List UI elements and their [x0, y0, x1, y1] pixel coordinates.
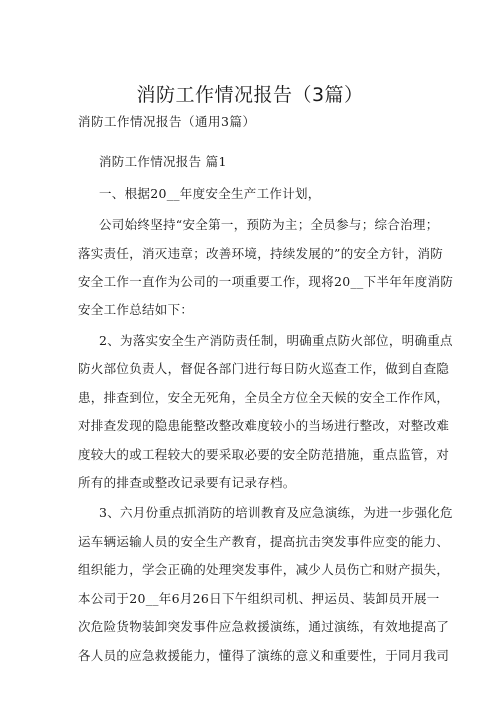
paragraph-3-line: 3、六月份重点抓消防的培训教育及应急演练，为进一步强化危 [99, 505, 453, 520]
paragraph-3-line: 本公司于20__年6月26日下午组织司机、押运员、装卸员开展一 [78, 591, 440, 606]
paragraph-1-line: 安全工作一直作为公司的一项重要工作，现将20__下半年年度消防 [78, 274, 454, 289]
document-title: 消防工作情况报告（3篇） [136, 84, 364, 106]
document-subtitle: 消防工作情况报告（通用3篇） [78, 114, 256, 129]
paragraph-3-line: 运车辆运输人员的安全生产教育，提高抗击突发事件应变的能力、 [78, 534, 450, 549]
paragraph-3-line: 各人员的应急救援能力，懂得了演练的意义和重要性，于同月我司 [78, 648, 450, 663]
paragraph-1-line: 公司始终坚持“安全第一，预防为主；全员参与；综合治理； [99, 217, 439, 232]
section-heading: 消防工作情况报告 篇1 [99, 154, 227, 169]
paragraph-2-line: 度较大的或工程较大的要采取必要的安全防范措施，重点监管，对 [78, 447, 450, 462]
paragraph-2-line: 所有的排查或整改记录要有记录存档。 [78, 475, 296, 490]
paragraph-2-line: 对排查发现的隐患能整改整改难度较小的当场进行整改，对整改难 [78, 418, 450, 433]
paragraph-2-line: 患，排查到位，安全无死角，全员全方位全天候的安全工作作风， [78, 390, 450, 405]
paragraph-1-line: 安全工作总结如下： [78, 302, 194, 317]
paragraph-2-line: 2、为落实安全生产消防责任制，明确重点防火部位，明确重点 [99, 333, 453, 348]
paragraph-1-line: 落实责任，消灭违章；改善环境，持续发展的”的安全方针，消防 [78, 246, 444, 261]
paragraph-2-line: 防火部位负责人，督促各部门进行每日防火巡查工作，做到自查隐 [78, 361, 450, 376]
paragraph-3-line: 组织能力，学会正确的处理突发事件，减少人员伤亡和财产损失， [78, 562, 450, 577]
paragraph-3-line: 次危险货物装卸突发事件应急救援演练，通过演练，有效地提高了 [78, 619, 450, 634]
item-1-heading: 一、根据20__年度安全生产工作计划， [99, 186, 321, 201]
